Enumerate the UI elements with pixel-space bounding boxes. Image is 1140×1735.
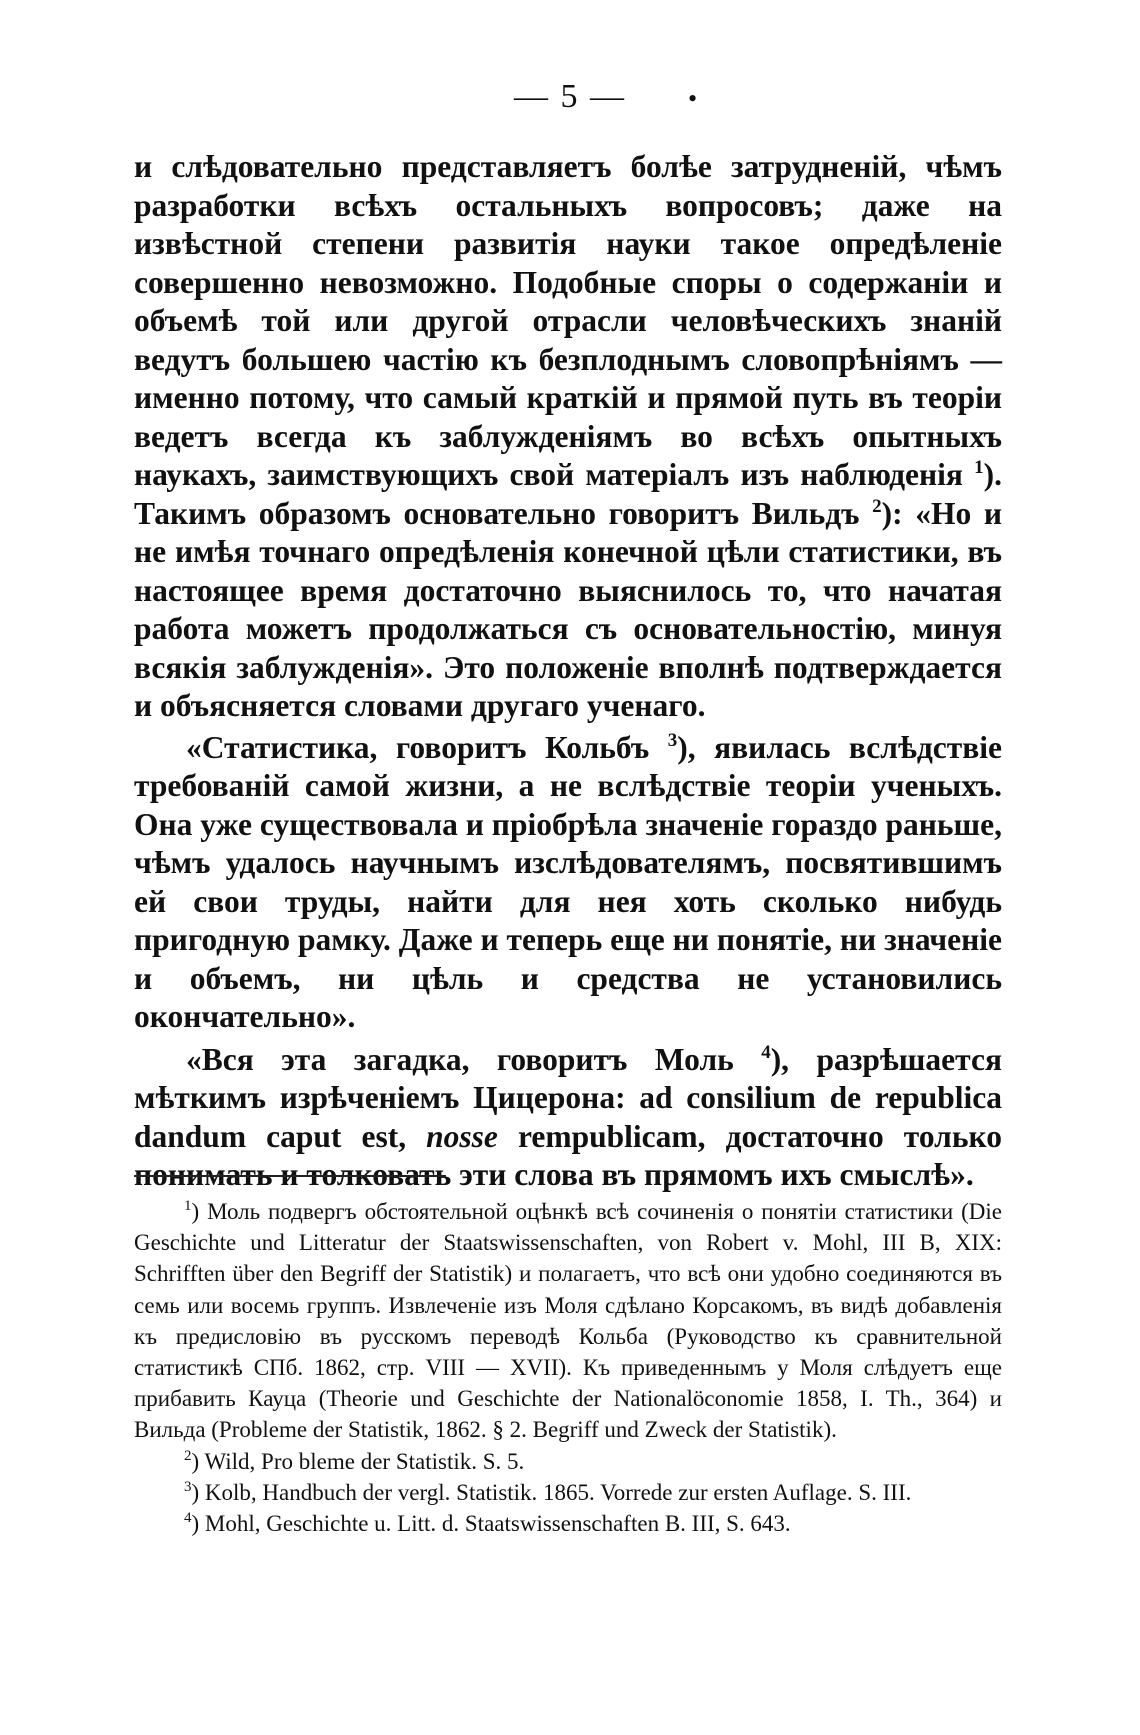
footnote-reference-2: 2 <box>872 495 882 517</box>
footnote-divider <box>134 1175 446 1177</box>
footnote-mark: 1 <box>184 1198 192 1214</box>
footnote-text: ) Mohl, Geschichte u. Litt. d. Staatswissenschaften B. III, S. 643. <box>191 1511 791 1537</box>
paragraph-text: «Статистика, говоритъ Кольбъ <box>186 729 668 765</box>
page-dot: • <box>688 84 698 113</box>
footnote-2 <box>134 1446 1002 1477</box>
footnote-text: ) Моль подвергъ обстоятельной оцѣнкѣ всѣ сочиненія о понятіи статистики (Die Geschichte und Litteratur der Staatswissenschaften, von Robert v. Mohl, III B, XIX: Schrifften über den Begriff der Statistik) и полагаетъ, что всѣ они удобно соединяются въ семь или восемь группъ. Извлеченіе изъ Моля сдѣлано Корсакомъ, въ видѣ добавленія къ предисловію въ русскомъ переводѣ Кольба (Руководство къ сравнительной статистикѣ СПб. 1862, стр. VIII — XVII). Къ приведеннымъ у Моля слѣдуетъ еще прибавить Кауца (Theorie und Geschichte der Nationalöconomie 1858, I. Th., 364) и Вильда (Probleme der Statistik, 1862. § 2. Begriff und Zweck der Statistik). <box>134 1199 1002 1443</box>
footnote-mark: 2 <box>184 1447 192 1464</box>
main-text <box>134 148 1002 1195</box>
footnote-reference-1: 1 <box>974 457 984 478</box>
paragraph-text: rempublicam, достаточно только понимать и толковать эти слова въ прямомъ ихъ смыслѣ». <box>134 1118 1002 1192</box>
footnote-1 <box>134 1196 1002 1446</box>
footnote-text: ) Wild, Pro bleme der Statistik. S. 5. <box>191 1448 525 1474</box>
paragraph-text: «Вся эта загадка, говоритъ Моль <box>186 1041 762 1077</box>
paragraph-text: ). Такимъ образомъ основательно говоритъ Вильдъ <box>134 457 1002 531</box>
footnote-mark: 3 <box>184 1478 192 1495</box>
footnote-4 <box>134 1508 1002 1539</box>
footnotes <box>134 1196 1002 1539</box>
paragraph-text: и слѣдовательно представляетъ болѣе затрудненій, чѣмъ разработки всѣхъ остальныхъ вопросовъ; даже на извѣстной степени развитія науки такое опредѣленіе совершенно невозможно. Подобные споры о содержаніи и объемѣ той или другой отрасли человѣческихъ знаній ведутъ большею частію къ безплоднымъ словопрѣніямъ — именно потому, что самый краткій и прямой путь въ теоріи ведетъ всегда къ заблужденіямъ во всѣхъ опытныхъ наукахъ, заимствующихъ свой матеріалъ изъ наблюденія <box>134 149 1002 492</box>
paragraph-3 <box>134 1041 1002 1195</box>
paragraph-text: ), явилась вслѣдствіе требованій самой жизни, а не вслѣдствіе теоріи ученыхъ. Она уже существовала и пріобрѣла значеніе гораздо раньше, чѣмъ удалось научнымъ изслѣдователямъ, посвятившимъ ей свои труды, найти для нея хоть сколько нибудь пригодную рамку. Даже и теперь еще ни понятіе, ни значеніе и объемъ, ни цѣль и средства не установились окончательно». <box>134 729 1002 1034</box>
page-number: — 5 — <box>514 78 626 115</box>
paragraph-2 <box>134 729 1002 1037</box>
paragraph-text: ): «Но и не имѣя точнаго опредѣленія конечной цѣли статистики, въ настоящее время достаточно выяснилось то, что начатая работа можетъ продолжаться съ основательностію, минуя всякія заблужденія». Это положеніе вполнѣ подтверждается и объясняется словами другаго ученаго. <box>134 495 1002 723</box>
footnote-reference-3: 3 <box>667 729 678 751</box>
footnote-3 <box>134 1477 1002 1508</box>
footnote-reference-4: 4 <box>761 1041 771 1063</box>
footnote-mark: 4 <box>184 1510 192 1527</box>
footnote-text: ) Kolb, Handbuch der vergl. Statistik. 1865. Vorrede zur ersten Auflage. S. III. <box>191 1479 912 1505</box>
paragraph-text: ), разрѣшается мѣткимъ изрѣченіемъ Цицерона: ad consilium de republica dandum caput est, <box>134 1041 1003 1154</box>
italic-word: nosse <box>426 1118 498 1154</box>
paragraph-1 <box>134 148 1002 726</box>
